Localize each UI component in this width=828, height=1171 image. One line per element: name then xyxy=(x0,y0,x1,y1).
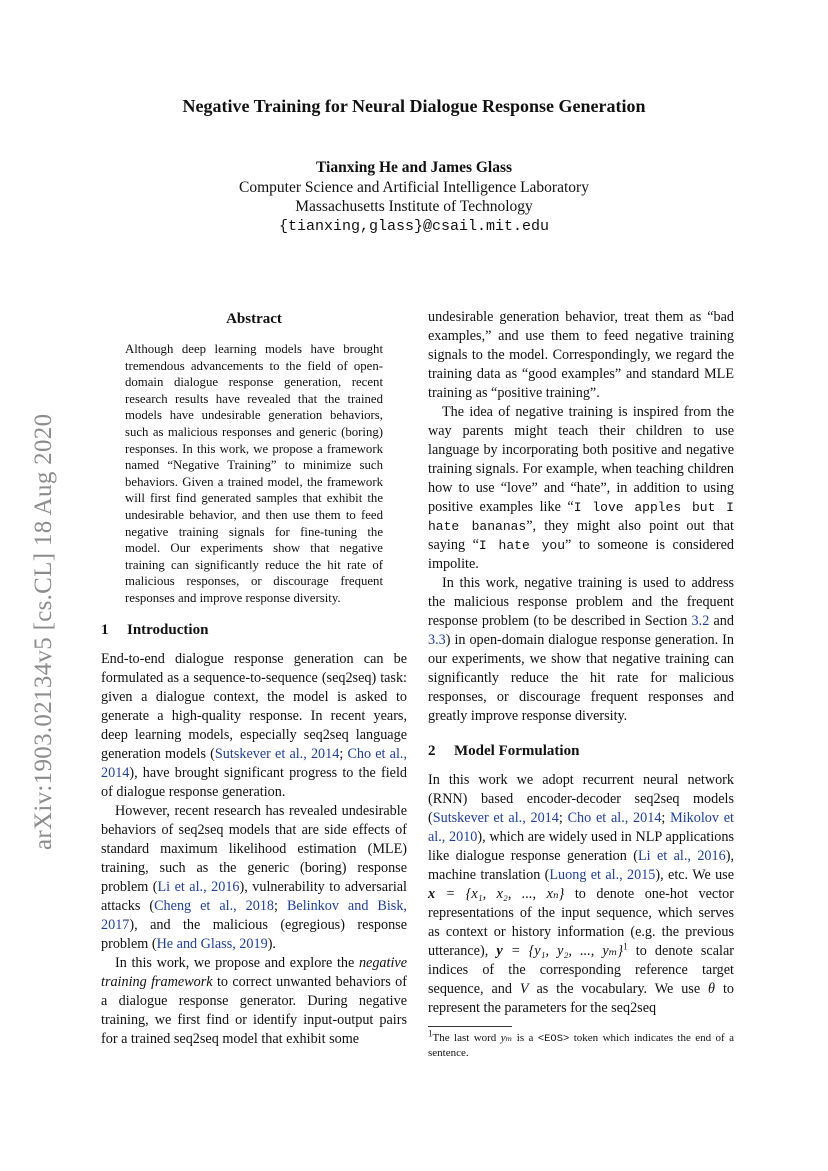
math-symbol-x: x xyxy=(428,886,436,902)
text-run: ; xyxy=(558,810,568,826)
code-example: I hate you xyxy=(478,538,565,553)
footnote-divider xyxy=(428,1026,512,1027)
citation-link[interactable]: Cho et al., 2014 xyxy=(101,745,407,781)
text-run: In this work, we propose and explore the xyxy=(115,954,359,971)
math-symbol-theta: θ xyxy=(708,981,716,997)
math-symbol-y: y xyxy=(496,943,503,959)
text-run: to denote one-hot vector representations of the input sequence, which serves as context or history information (e.g. the previous utterance), xyxy=(428,886,734,959)
eos-token: <EOS> xyxy=(537,1033,570,1045)
section-number: 2 xyxy=(428,743,436,759)
intro-paragraph-3 xyxy=(101,954,407,1049)
text-run: ), etc. We use xyxy=(655,867,735,883)
citation-link[interactable]: Li et al., 2016 xyxy=(157,878,240,895)
math-set-x: = {x₁, x₂, ..., xₙ} xyxy=(435,886,565,902)
paper-title: Negative Training for Neural Dialogue Response Generation xyxy=(182,96,646,116)
intro-paragraph-2 xyxy=(101,802,407,954)
text-run: The idea of negative training is inspired from the way parents might teach their children to use language by incorporating both positive and negative training signals. For example, when teaching children how to use “love” and “hate”, in addition to using positive examples like “ xyxy=(428,404,734,515)
text-run: ), which are widely used in NLP applications like dialogue response generation ( xyxy=(428,829,734,864)
text-run: ”, they might also point out that saying “ xyxy=(428,518,734,553)
text-run: to denote scalar indices of the corresponding reference target sequence, and xyxy=(428,943,734,997)
citation-link[interactable]: He and Glass, 2019 xyxy=(156,935,268,952)
affiliation-institute: Massachusetts Institute of Technology xyxy=(295,198,533,215)
citation-link[interactable]: Sutskever et al., 2014 xyxy=(214,745,340,762)
intro-paragraph-4: undesirable generation behavior, treat them as “bad examples,” and use them to feed negative training signals to the model. Correspondingly, we regard the training data as “good examples” and standard MLE training as “positive training”. xyxy=(428,309,734,401)
text-run: ; xyxy=(339,745,348,762)
math-symbol-ym: yₘ xyxy=(500,1032,513,1044)
code-example: I love apples but I hate bananas xyxy=(428,500,734,534)
intro-paragraph-5 xyxy=(428,403,734,574)
section-heading-introduction xyxy=(101,621,407,640)
footnote xyxy=(428,1028,734,1060)
text-run: ), machine translation ( xyxy=(428,848,734,883)
text-run: ), have brought significant progress to the field of dialogue response generation. xyxy=(101,764,407,800)
text-run: ), and the malicious (egregious) response problem ( xyxy=(101,916,407,952)
text-run: The last word xyxy=(432,1032,501,1044)
arxiv-identifier: arXiv:1903.02134v5 [cs.CL] 18 Aug 2020 xyxy=(30,413,57,850)
emphasis-term: negative training framework xyxy=(101,954,407,990)
section-title: Model Formulation xyxy=(454,743,580,759)
intro-paragraph-6 xyxy=(428,574,734,726)
math-set-y: = {y₁, y₂, ..., yₘ} xyxy=(502,943,624,959)
section-reference-link[interactable]: 3.2 xyxy=(691,613,710,629)
abstract-heading: Abstract xyxy=(226,311,282,327)
text-run: ; xyxy=(274,897,287,914)
text-run: However, recent research has revealed undesirable behaviors of seq2seq models that are side effects of standard maximum likelihood estimation (MLE) training, such as the generic (boring) response problem ( xyxy=(101,802,407,895)
author-names: Tianxing He and James Glass xyxy=(315,159,513,176)
text-run: to correct unwanted behaviors of a dialogue response generator. During negative training, we first find or identify input-output pairs for a trained seq2seq model that exhibit some xyxy=(101,973,407,1047)
author-email: {tianxing,glass}@csail.mit.edu xyxy=(278,217,550,235)
citation-link[interactable]: Cho et al., 2014 xyxy=(567,810,662,826)
math-symbol-vocab: V xyxy=(519,981,529,997)
footnote-number: 1 xyxy=(428,1028,433,1039)
text-run: is a xyxy=(512,1032,538,1044)
intro-paragraph-1 xyxy=(101,650,407,802)
citation-link[interactable]: Belinkov and Bisk, 2017 xyxy=(101,897,407,933)
abstract-text: Although deep learning models have brought tremendous advancements to the field of open-domain dialogue response generation, recent research results have revealed that the trained models have undesirable generation behaviors, such as malicious responses and generic (boring) responses. In this work, we propose a framework named “Negative Training” to minimize such behaviors. Given a trained model, the framework will first find generated samples that exhibit the undesirable behavior, and then use them to feed negative training signals for fine-tuning the model. Our experiments show that negative training can significantly reduce the hit rate of malicious responses, or discourage frequent responses and improve response diversity. xyxy=(125,342,383,605)
left-column xyxy=(101,308,407,1049)
text-run: ), vulnerability to adversarial attacks ( xyxy=(101,878,407,914)
text-run: ) in open-domain dialogue response generation. In our experiments, we show that negative training can significantly reduce the hit rate for malicious responses, or discourage frequent responses and greatly improve response diversity. xyxy=(428,632,734,724)
text-run: ; xyxy=(661,810,671,826)
citation-link[interactable]: Li et al., 2016 xyxy=(637,848,726,864)
text-run: to represent the parameters for the seq2seq xyxy=(428,981,734,1016)
text-run: End-to-end dialogue response generation can be formulated as a sequence-to-sequence (seq2seq) task: given a dialogue context, the model is asked to generate a high-quality response. In recent years, deep learning models, especially seq2seq language generation models ( xyxy=(101,650,407,762)
footnote-marker[interactable]: 1 xyxy=(623,941,628,952)
citation-link[interactable]: Cheng et al., 2018 xyxy=(154,897,275,914)
section-number: 1 xyxy=(101,621,109,638)
citation-link[interactable]: Mikolov et al., 2010 xyxy=(428,810,734,845)
text-run: In this work we adopt recurrent neural network (RNN) based encoder-decoder seq2seq models ( xyxy=(428,772,734,826)
text-run: as the vocabulary. We use xyxy=(528,981,709,997)
right-column xyxy=(428,308,734,1060)
text-run: In this work, negative training is used to address the malicious response problem and the frequent response problem (to be described in Section xyxy=(428,575,734,629)
citation-link[interactable]: Sutskever et al., 2014 xyxy=(432,810,559,826)
section-heading-model-formulation xyxy=(428,742,734,761)
author-block xyxy=(0,158,828,236)
text-run: ” to someone is considered impolite. xyxy=(428,537,734,572)
affiliation-lab: Computer Science and Artificial Intelligence Laboratory xyxy=(239,178,589,196)
model-paragraph-1 xyxy=(428,771,734,1018)
section-title: Introduction xyxy=(127,621,209,638)
text-run: and xyxy=(709,613,734,629)
text-run: ). xyxy=(267,935,276,952)
text-run: token which indicates the end of a sentence. xyxy=(428,1032,734,1059)
section-reference-link[interactable]: 3.3 xyxy=(428,632,446,648)
citation-link[interactable]: Luong et al., 2015 xyxy=(549,867,656,883)
